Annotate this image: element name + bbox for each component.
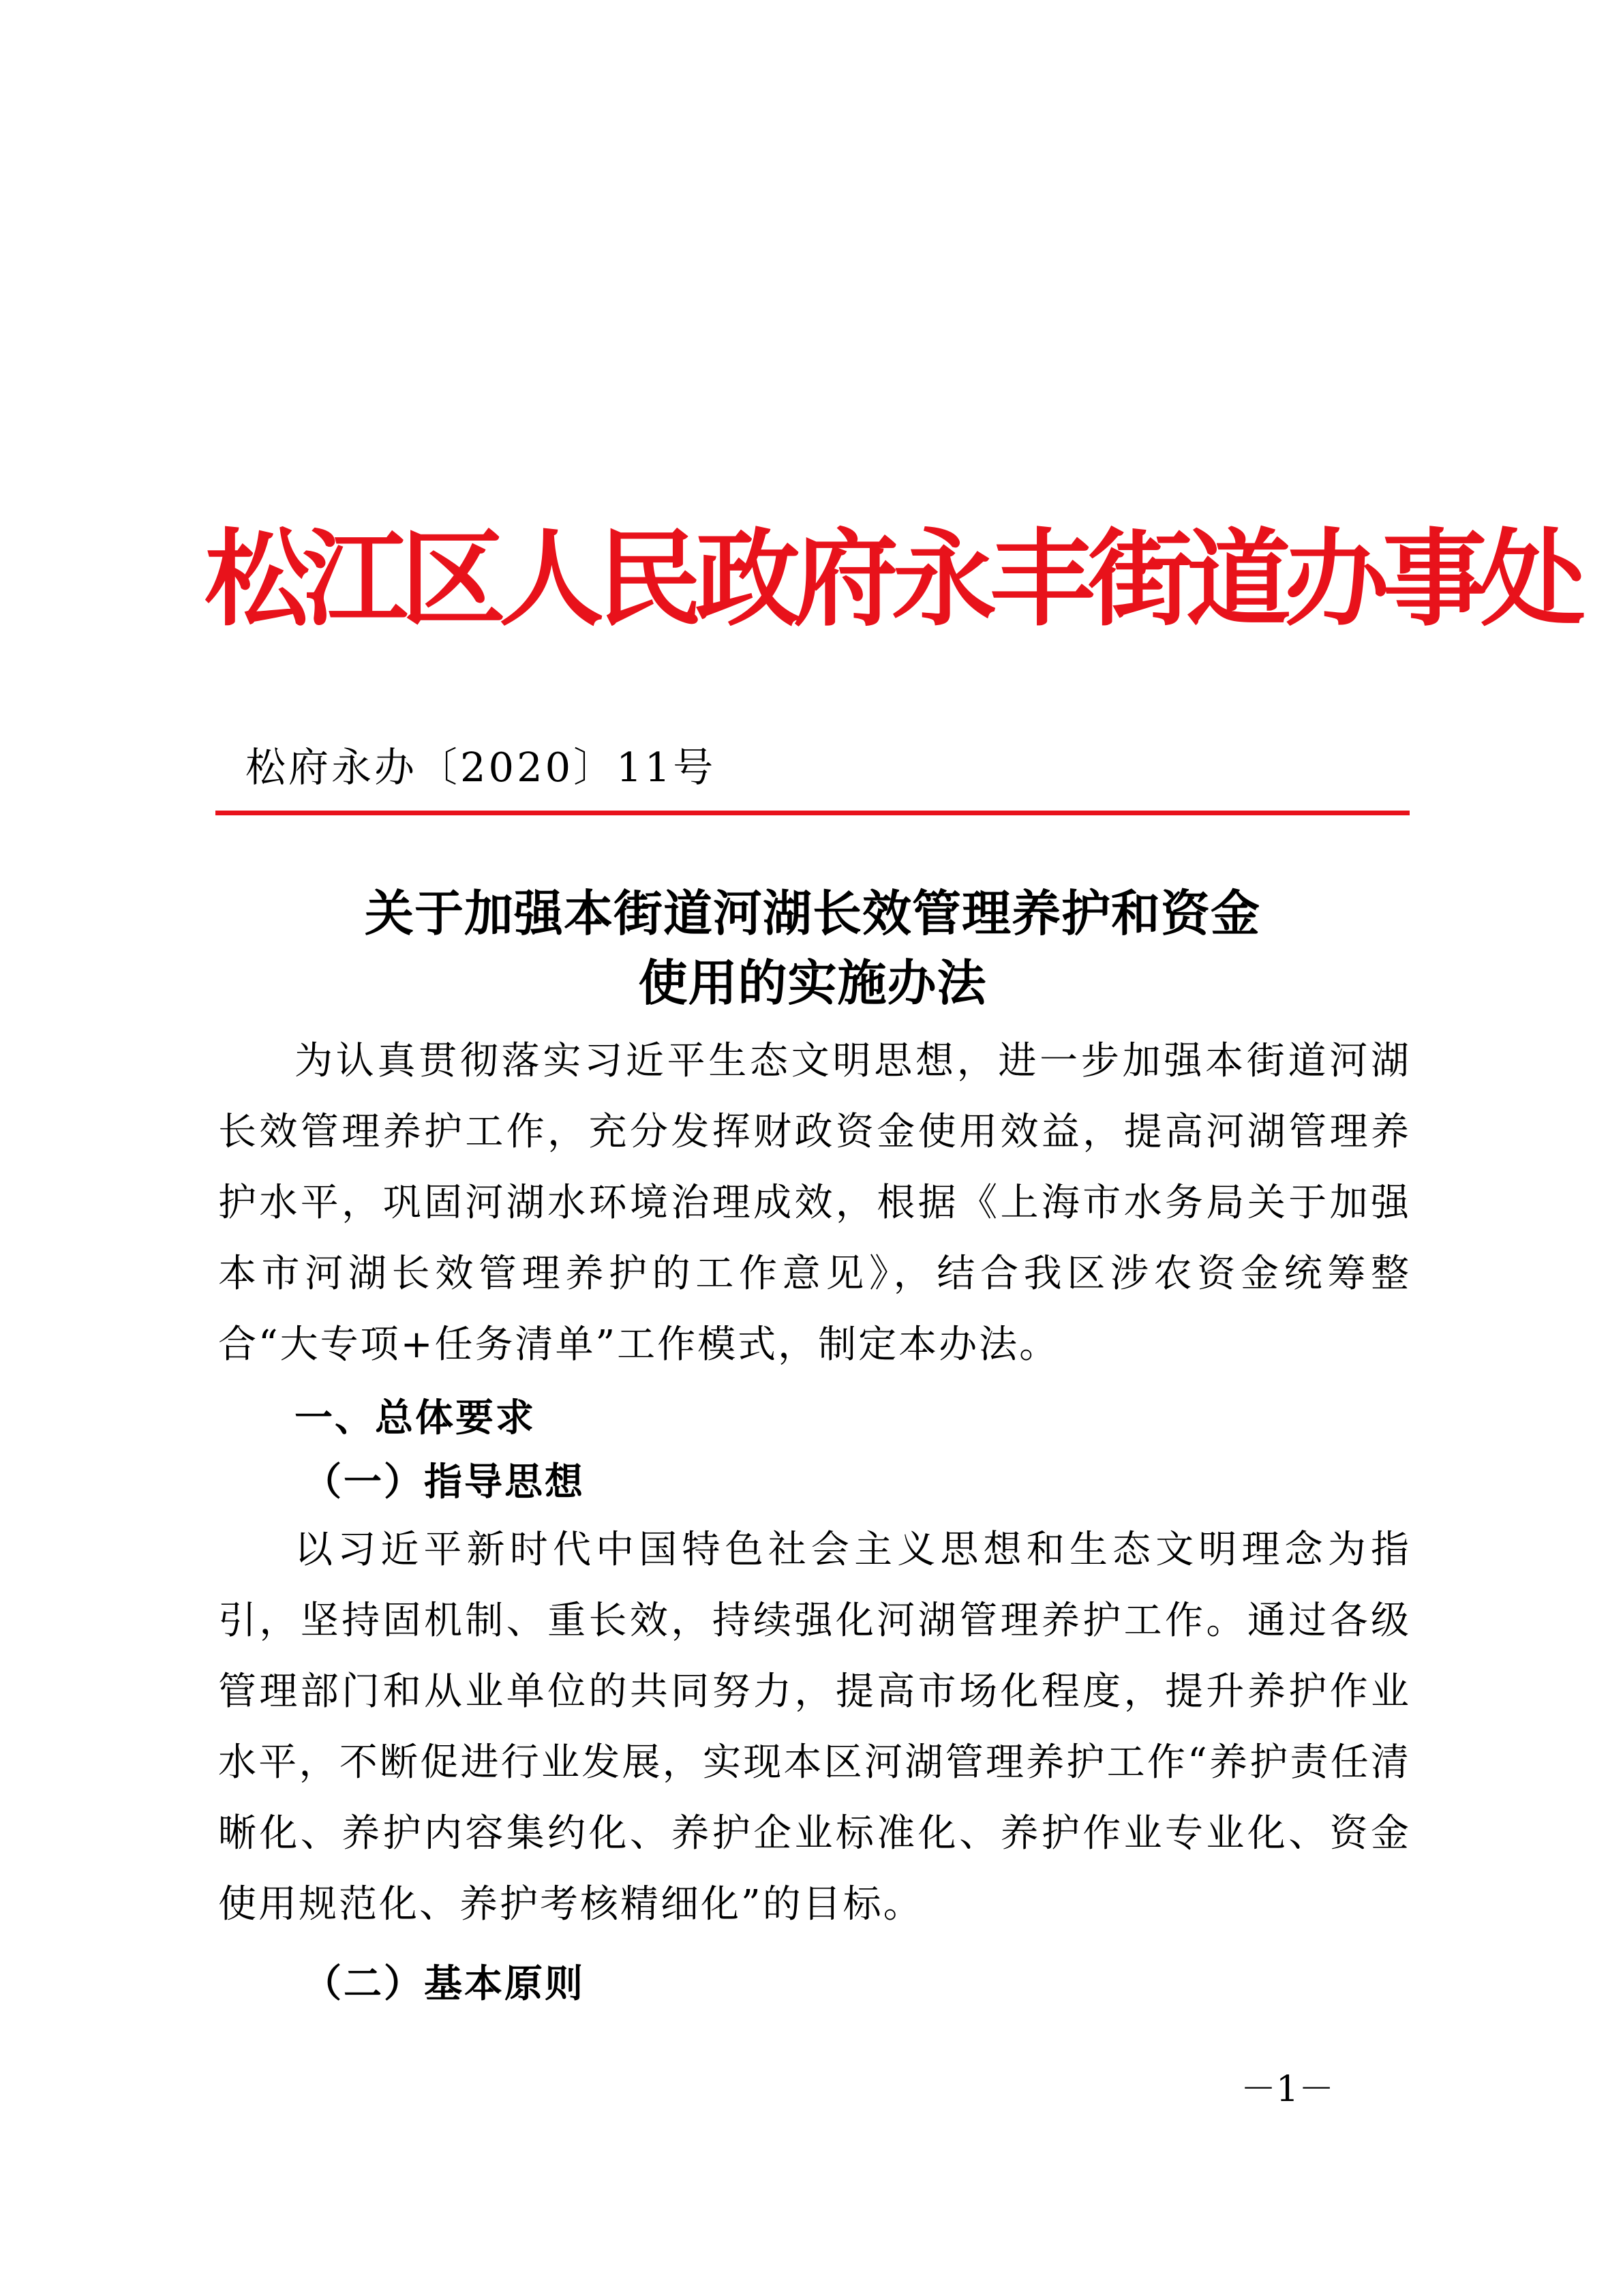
intro-paragraph: 为认真贯彻落实习近平生态文明思想，进一步加强本街道河湖长效管理养护工作，充分发挥财政资金使用效益，提高河湖管理养护水平，巩固河湖水环境治理成效，根据《上海市水务局关于加强本市河湖长效管理养护的工作意见》，结合我区涉农资金统筹整合“大专项+任务清单”工作模式，制定本办法。 <box>218 1039 1411 1367</box>
subsection-heading-basic-principles: （二）基本原则 <box>303 1961 585 2006</box>
red-divider-line <box>215 811 1410 815</box>
subsection-heading-guiding-ideology: （一）指导思想 <box>303 1460 585 1505</box>
guiding-ideology-paragraph: 以习近平新时代中国特色社会主义思想和生态文明理念为指引，坚持固机制、重长效，持续强化河湖管理养护工作。通过各级管理部门和从业单位的共同努力，提高市场化程度，提升养护作业水平，不断促进行业发展，实现本区河湖管理养护工作“养护责任清晰化、养护内容集约化、养护企业标准化、养护作业专业化、资金使用规范化、养护考核精细化”的目标。 <box>218 1528 1411 1927</box>
section-heading-general-requirements: 一、总体要求 <box>294 1395 536 1440</box>
document-title-line-2: 使用的实施办法 <box>638 954 987 1012</box>
page-number: －1－ <box>1241 2069 1335 2110</box>
organization-header: 松江区人民政府永丰街道办事处 <box>204 517 1579 641</box>
document-title-line-1: 关于加强本街道河湖长效管理养护和资金 <box>364 884 1260 942</box>
document-number: 松府永办〔2020〕11号 <box>245 744 716 791</box>
